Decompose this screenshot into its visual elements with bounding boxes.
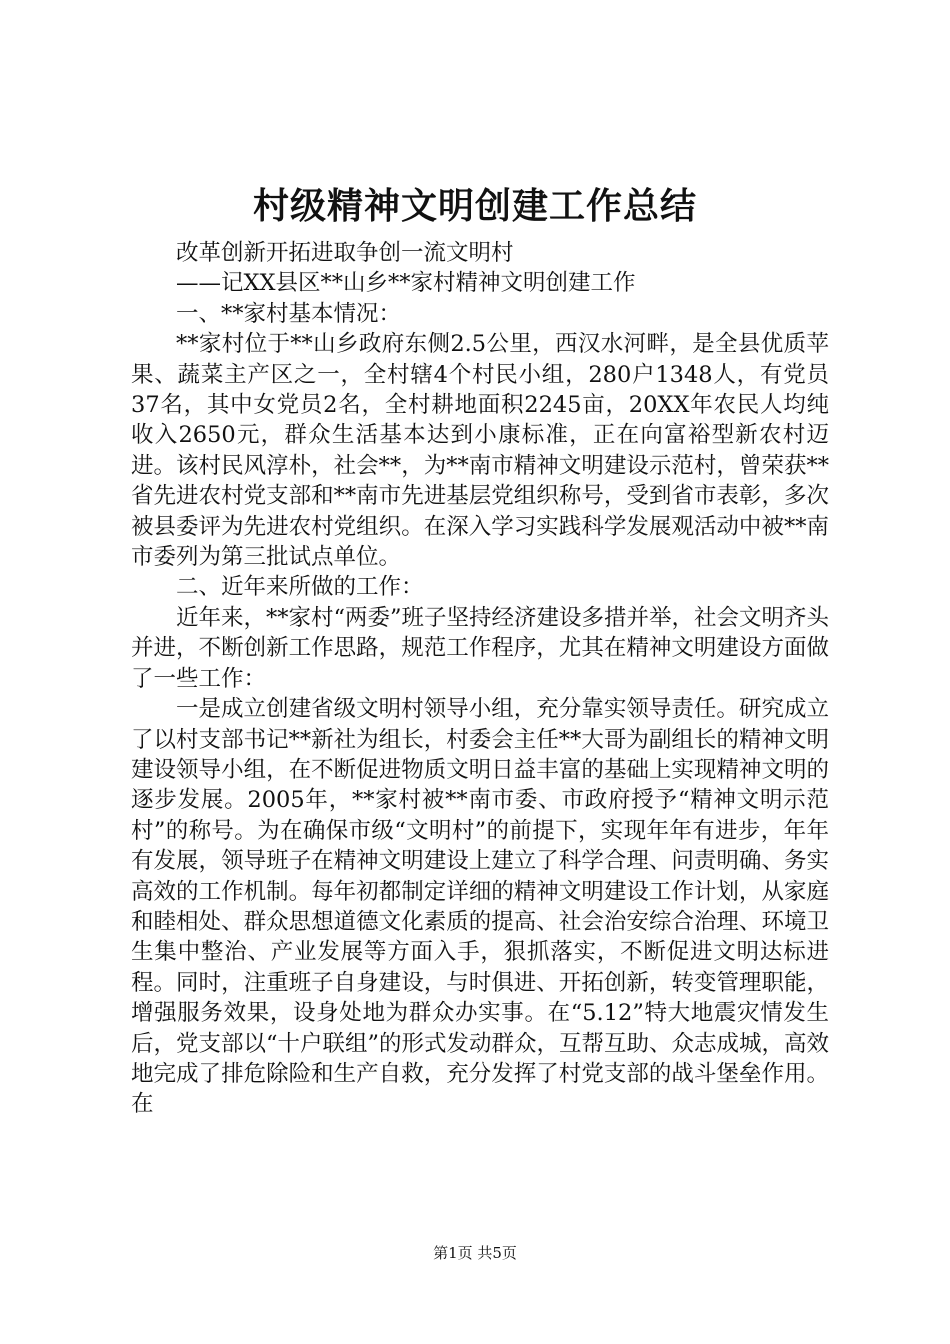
paragraph-basic-info: **家村位于**山乡政府东侧2.5公里，西汉水河畔，是全县优质苹果、蔬菜主产区之一，全村辖4个村民小组，280户1348人，有党员37名，其中女党员2名，全村耕地面积2245亩，20XX年农民人均纯收入2650元，群众生活基本达到小康标准，正在向富裕型新农村迈进。该村民风淳朴，社会**，为**南市精神文明建设示范村，曾荣获**省先进农村党支部和**南市先进基层党组织称号，受到省市表彰，多次被县委评为先进农村党组织。在深入学习实践科学发展观活动中被**南市委列为第三批试点单位。 [131,331,829,571]
paragraph-work-item-1: 一是成立创建省级文明村领导小组，充分靠实领导责任。研究成立了以村支部书记**新社为组长，村委会主任**大哥为副组长的精神文明建设领导小组，在不断促进物质文明日益丰富的基础上实现精神文明的逐步发展。2005年，**家村被**南市委、市政府授予“精神文明示范村”的称号。为在确保市级“文明村”的前提下，实现年年有进步，年年有发展，领导班子在精神文明建设上建立了科学合理、问责明确、务实高效的工作机制。每年初都制定详细的精神文明建设工作计划，从家庭和睦相处、群众思想道德文化素质的提高、社会治安综合治理、环境卫生集中整治、产业发展等方面入手，狠抓落实，不断促进文明达标进程。同时，注重班子自身建设，与时俱进、开拓创新，转变管理职能，增强服务效果，设身处地为群众办实事。在“5.12”特大地震灾情发生后，党支部以“十户联组”的形式发动群众，互帮互助、众志成城，高效地完成了排危除险和生产自救，充分发挥了村党支部的战斗堡垒作用。在 [131,696,830,1118]
subtitle-line: 改革创新开拓进取争创一流文明村 [176,240,514,266]
document-body [131,238,829,1120]
document-title: 村级精神文明创建工作总结 [252,186,697,227]
subtitle-byline: ——记XX县区**山乡**家村精神文明创建工作 [176,270,636,297]
paragraph-work-intro: 近年来，**家村“两委”班子坚持经济建设多措并举，社会文明齐头并进，不断创新工作思路，规范工作程序，尤其在精神文明建设方面做了一些工作： [131,604,830,692]
section-heading-1: 一、**家村基本情况： [176,300,402,327]
section-heading-2: 二、近年来所做的工作： [176,574,424,601]
page-footer: 第1页 共5页 [433,1244,517,1262]
